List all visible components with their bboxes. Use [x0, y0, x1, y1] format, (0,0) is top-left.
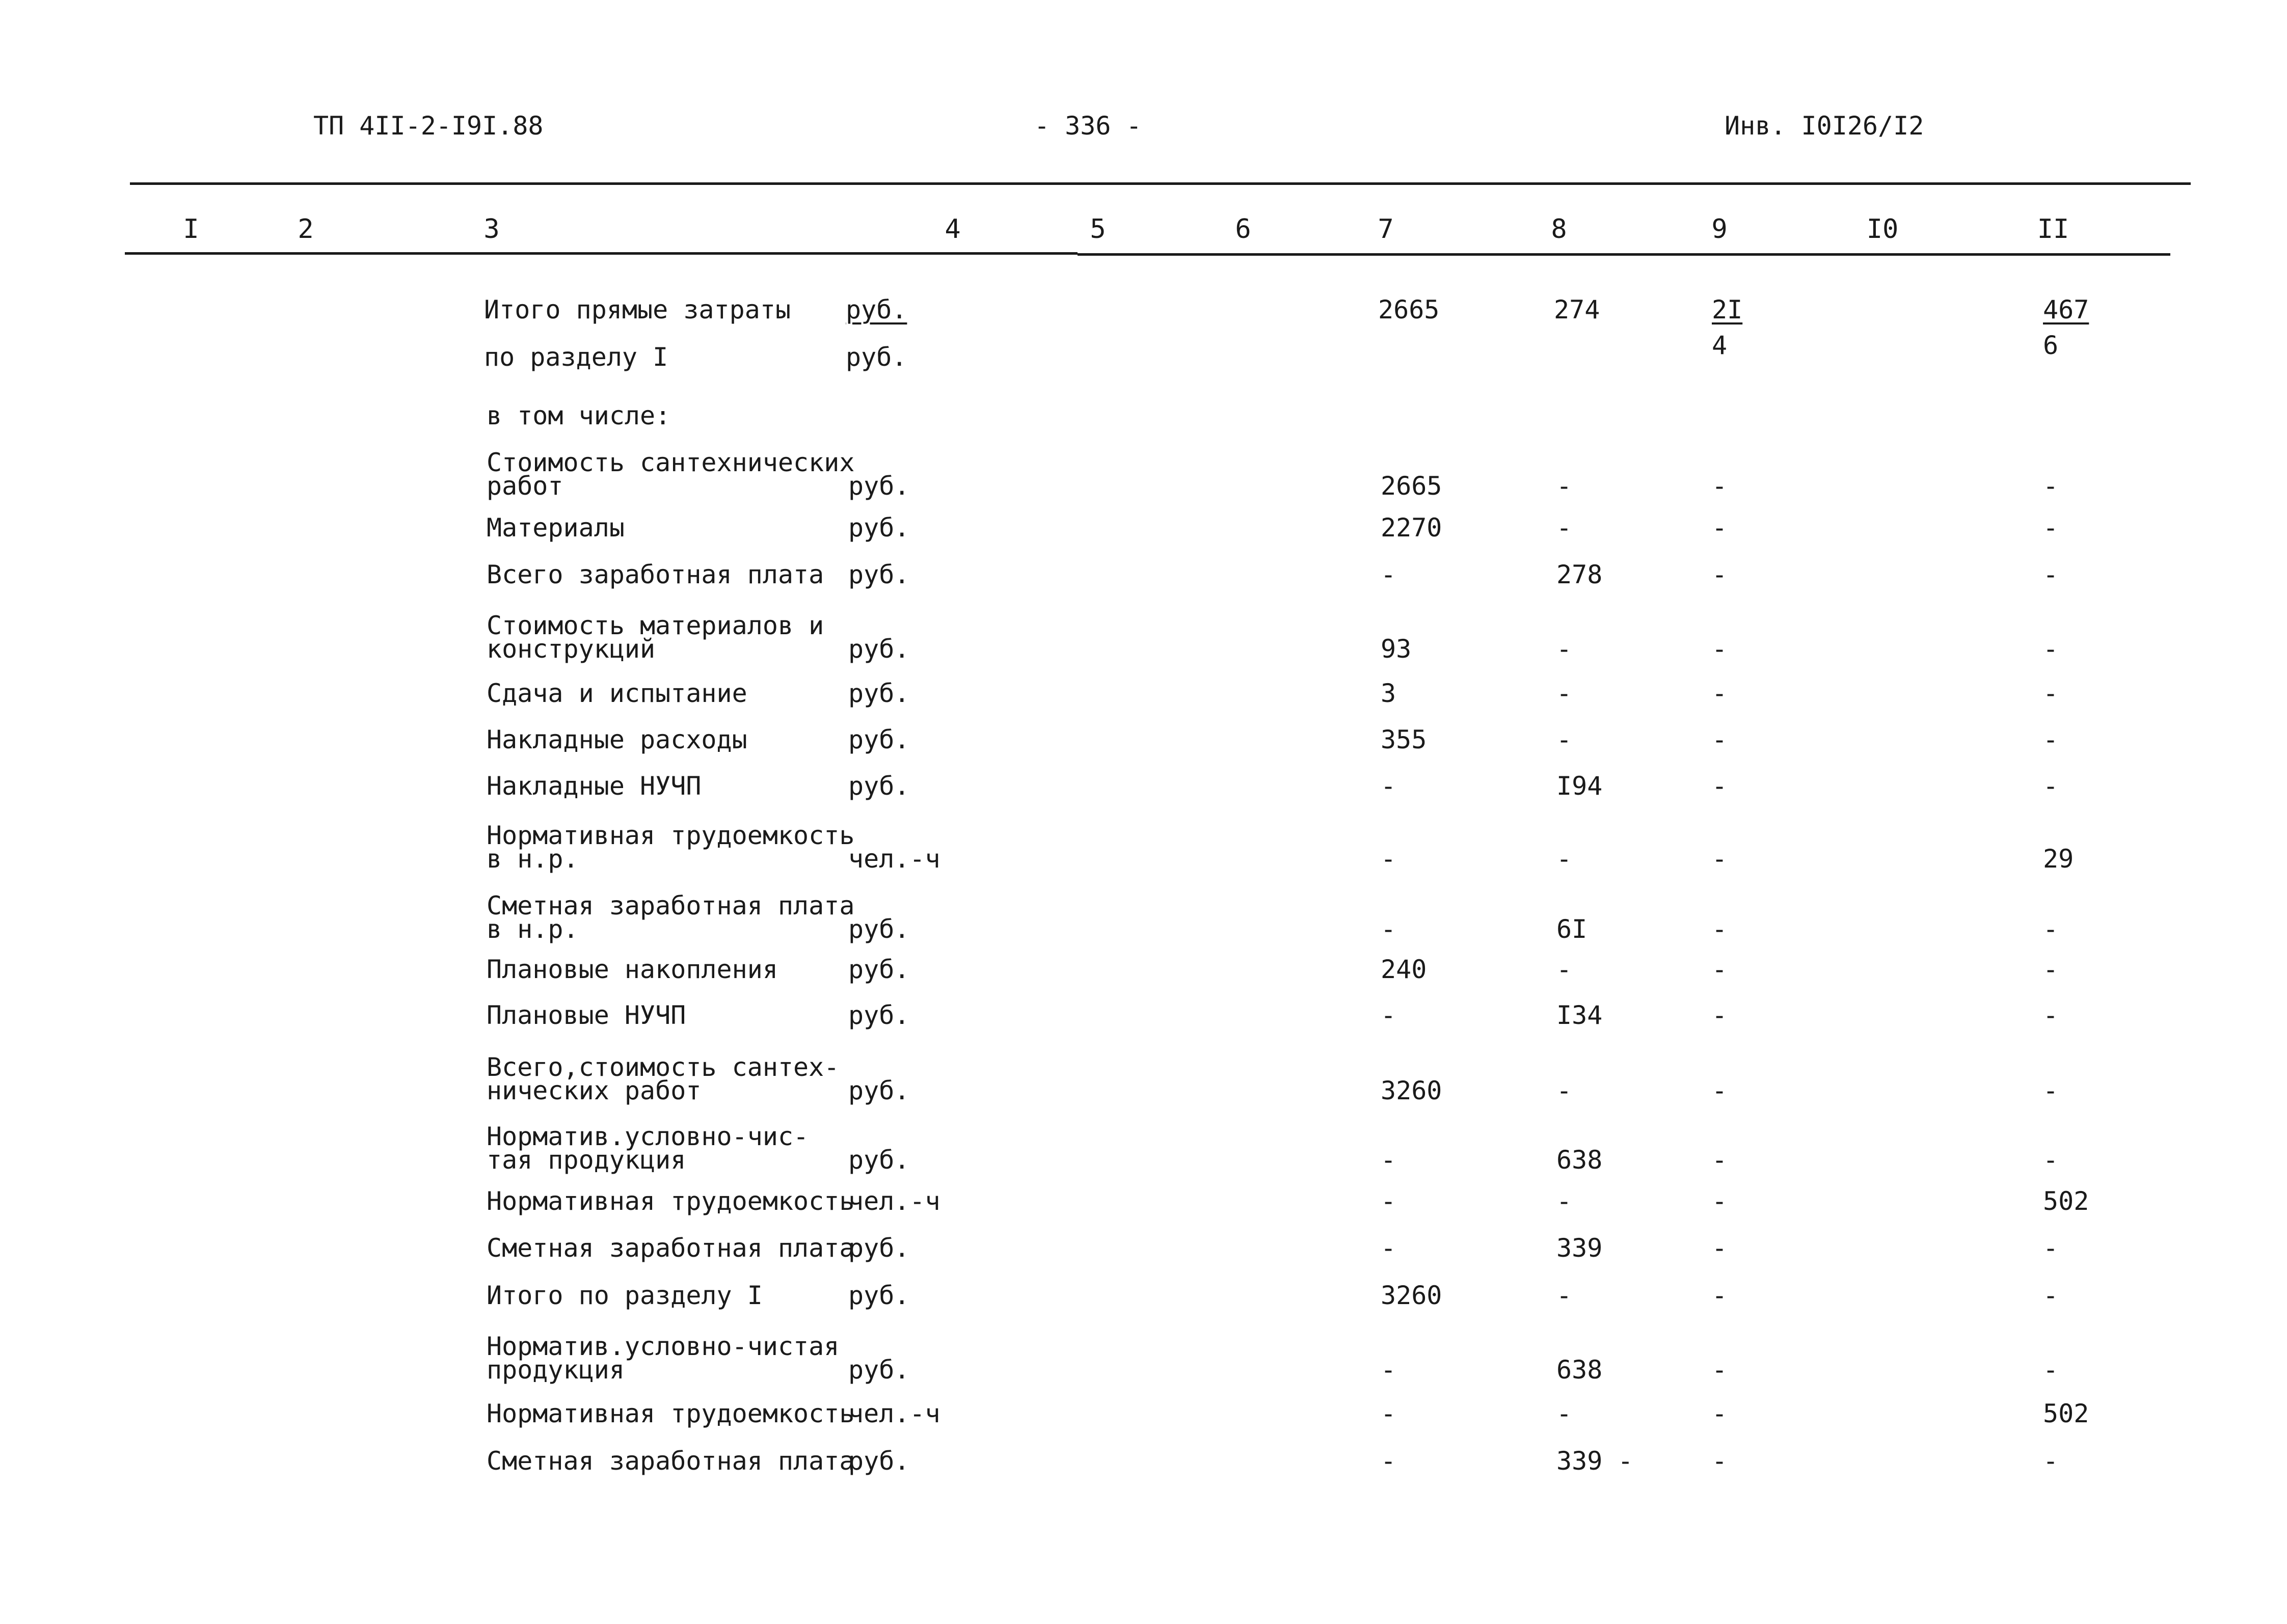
- row-col11: -: [2043, 771, 2059, 801]
- column-number-5: 5: [1090, 214, 1106, 245]
- total-direct-costs-label: Итого прямые затраты: [484, 295, 791, 324]
- column-number-6: 6: [1235, 214, 1251, 245]
- row-label: Норматив.условно-чис- тая продукция: [487, 1122, 809, 1175]
- row-col8: -: [1556, 1076, 1572, 1105]
- row-col8: -: [1556, 725, 1572, 754]
- row-col7: -: [1381, 1000, 1396, 1030]
- row-unit: руб.: [848, 1076, 910, 1105]
- total-direct-costs-col9-top: 2I: [1712, 295, 1743, 324]
- row-col8: 278: [1556, 560, 1603, 589]
- row-col7: -: [1381, 1145, 1396, 1175]
- row-col11: -: [2043, 1446, 2059, 1476]
- row-col9: -: [1712, 679, 1728, 708]
- row-col11: -: [2043, 914, 2059, 944]
- row-col9: -: [1712, 1186, 1728, 1216]
- column-number-3: 3: [483, 214, 500, 245]
- row-col11: -: [2043, 560, 2059, 589]
- row-col9: -: [1712, 1446, 1728, 1476]
- row-col8: -: [1556, 1281, 1572, 1310]
- top-rule: [130, 182, 2191, 185]
- row-col7: -: [1381, 1186, 1396, 1216]
- row-col11: -: [2043, 1355, 2059, 1385]
- header-rule-right: [1078, 253, 2170, 256]
- row-col7: -: [1381, 1355, 1396, 1385]
- row-unit: руб.: [848, 560, 910, 589]
- total-direct-costs-col11-bottom: 6: [2043, 331, 2059, 360]
- row-col9: -: [1712, 1145, 1728, 1175]
- row-col9: -: [1712, 914, 1728, 944]
- row-col7: -: [1381, 771, 1396, 801]
- row-col11: -: [2043, 1145, 2059, 1175]
- row-col9: -: [1712, 1000, 1728, 1030]
- row-label: Итого по разделу I: [487, 1281, 763, 1310]
- row-col11: -: [2043, 1233, 2059, 1263]
- row-col9: -: [1712, 955, 1728, 984]
- row-col8: -: [1556, 513, 1572, 543]
- row-label: Всего заработная плата: [487, 560, 824, 589]
- row-unit: руб.: [848, 1281, 910, 1310]
- row-col8: I34: [1556, 1000, 1603, 1030]
- row-label: Нормативная трудоемкость: [487, 1186, 855, 1216]
- row-col8: 6I: [1556, 914, 1588, 944]
- row-unit: руб.: [848, 1000, 910, 1030]
- header-rule-left: [125, 252, 1078, 255]
- row-col7: 3260: [1381, 1281, 1442, 1310]
- total-direct-costs-unit: руб.: [846, 295, 907, 324]
- row-unit: руб.: [848, 513, 910, 543]
- row-col8: 339 -: [1556, 1446, 1633, 1476]
- row-col7: -: [1381, 560, 1396, 589]
- row-col11: -: [2043, 679, 2059, 708]
- row-col7: -: [1381, 1233, 1396, 1263]
- row-unit: руб.: [848, 1233, 910, 1263]
- column-number-8: 8: [1551, 214, 1567, 245]
- row-col7: 2270: [1381, 513, 1442, 543]
- page-number: - 336 -: [1034, 111, 1142, 141]
- row-col8: -: [1556, 471, 1572, 501]
- row-col11: -: [2043, 1281, 2059, 1310]
- row-unit: руб.: [848, 634, 910, 664]
- row-label: Сметная заработная плата: [487, 1446, 855, 1476]
- row-label: Плановые НУЧП: [487, 1000, 686, 1030]
- row-label: Материалы: [487, 513, 625, 543]
- row-col9: -: [1712, 725, 1728, 754]
- row-label: Сдача и испытание: [487, 679, 747, 708]
- row-col11: -: [2043, 955, 2059, 984]
- row-col8: I94: [1556, 771, 1603, 801]
- row-col7: 355: [1381, 725, 1427, 754]
- row-col8: -: [1556, 844, 1572, 874]
- row-unit: руб.: [848, 725, 910, 754]
- row-unit: чел.-ч: [848, 1186, 940, 1216]
- row-col9: -: [1712, 471, 1728, 501]
- column-number-9: 9: [1711, 214, 1728, 245]
- row-unit: руб.: [848, 914, 910, 944]
- row-col7: 3: [1381, 679, 1396, 708]
- row-label: Стоимость сантехнических работ: [487, 448, 855, 501]
- row-col9: -: [1712, 634, 1728, 664]
- row-col9: -: [1712, 1233, 1728, 1263]
- row-col7: 3260: [1381, 1076, 1442, 1105]
- row-col8: -: [1556, 679, 1572, 708]
- by-section-unit: руб.: [846, 342, 907, 372]
- column-number-2: 2: [298, 214, 314, 245]
- row-col11: -: [2043, 1076, 2059, 1105]
- total-direct-costs-col8: 274: [1554, 295, 1600, 324]
- row-col11: -: [2043, 1000, 2059, 1030]
- column-number-4: 4: [945, 214, 961, 245]
- row-unit: чел.-ч: [848, 844, 940, 874]
- row-label: Плановые накопления: [487, 955, 778, 984]
- row-label: Нормативная трудоемкость: [487, 1399, 855, 1428]
- row-label: Накладные НУЧП: [487, 771, 702, 801]
- row-unit: руб.: [848, 679, 910, 708]
- row-col8: -: [1556, 955, 1572, 984]
- total-direct-costs-col9-bottom: 4: [1712, 331, 1728, 360]
- row-label: Сметная заработная плата в н.р.: [487, 891, 855, 944]
- row-col8: -: [1556, 1186, 1572, 1216]
- row-col8: 638: [1556, 1145, 1603, 1175]
- row-unit: руб.: [848, 955, 910, 984]
- row-label: Нормативная трудоемкость в н.р.: [487, 821, 855, 874]
- row-col7: 240: [1381, 955, 1427, 984]
- row-col9: -: [1712, 560, 1728, 589]
- row-col9: -: [1712, 513, 1728, 543]
- row-label: Накладные расходы: [487, 725, 747, 754]
- row-col7: -: [1381, 1446, 1396, 1476]
- row-col7: 93: [1381, 634, 1412, 664]
- row-col8: 638: [1556, 1355, 1603, 1385]
- row-label: Всего,стоимость сантех- нических работ: [487, 1052, 840, 1105]
- by-section-label: по разделу I: [484, 342, 668, 372]
- row-col8: 339: [1556, 1233, 1603, 1263]
- row-col9: -: [1712, 771, 1728, 801]
- row-col11: 502: [2043, 1399, 2089, 1428]
- total-direct-costs-col11-top: 467: [2043, 295, 2089, 324]
- row-col11: -: [2043, 725, 2059, 754]
- row-label: Стоимость материалов и конструкций: [487, 611, 824, 664]
- row-unit: руб.: [848, 771, 910, 801]
- row-unit: руб.: [848, 471, 910, 501]
- row-col9: -: [1712, 1355, 1728, 1385]
- row-col8: -: [1556, 1399, 1572, 1428]
- column-number-11: II: [2037, 214, 2069, 245]
- total-direct-costs-col7: 2665: [1378, 295, 1440, 324]
- inventory-number: Инв. I0I26/I2: [1725, 111, 1924, 141]
- row-col9: -: [1712, 844, 1728, 874]
- row-col11: -: [2043, 513, 2059, 543]
- document-code: ТП 4II-2-I9I.88: [313, 111, 544, 141]
- row-col8: -: [1556, 634, 1572, 664]
- row-col11: -: [2043, 471, 2059, 501]
- row-label: Сметная заработная плата: [487, 1233, 855, 1263]
- column-number-7: 7: [1378, 214, 1394, 245]
- row-col9: -: [1712, 1076, 1728, 1105]
- including-label: в том числе:: [487, 401, 671, 430]
- row-col7: -: [1381, 914, 1396, 944]
- row-col7: 2665: [1381, 471, 1442, 501]
- row-unit: руб.: [848, 1446, 910, 1476]
- row-unit: чел.-ч: [848, 1399, 940, 1428]
- row-col9: -: [1712, 1281, 1728, 1310]
- row-col11: 502: [2043, 1186, 2089, 1216]
- row-col11: 29: [2043, 844, 2074, 874]
- column-number-1: I: [183, 214, 199, 245]
- column-number-10: I0: [1866, 214, 1899, 245]
- row-unit: руб.: [848, 1355, 910, 1385]
- row-col7: -: [1381, 1399, 1396, 1428]
- row-col9: -: [1712, 1399, 1728, 1428]
- row-label: Норматив.условно-чистая продукция: [487, 1332, 840, 1385]
- row-col7: -: [1381, 844, 1396, 874]
- row-col11: -: [2043, 634, 2059, 664]
- row-unit: руб.: [848, 1145, 910, 1175]
